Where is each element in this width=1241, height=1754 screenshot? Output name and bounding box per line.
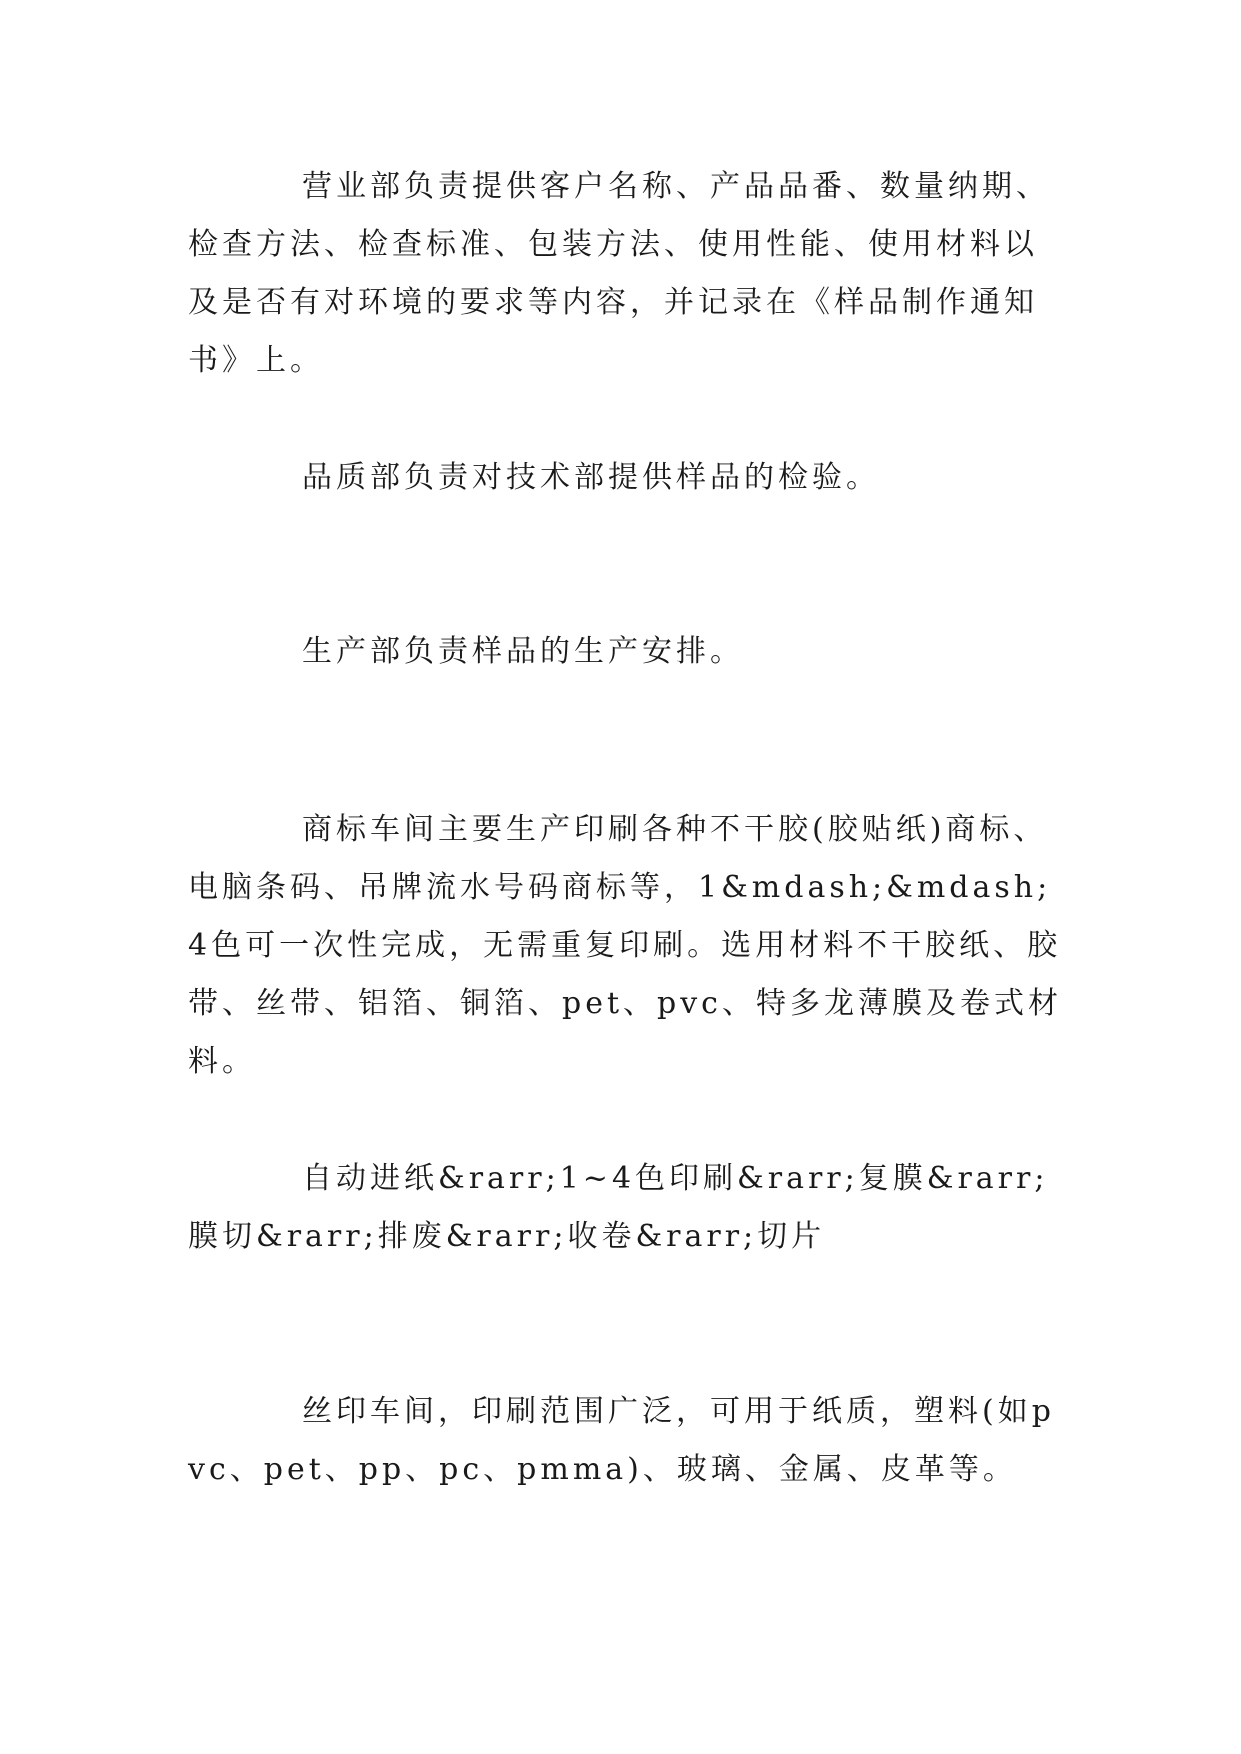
paragraph-quality-dept: 品质部负责对技术部提供样品的检验。: [302, 460, 880, 495]
paragraph-process-flow: 自动进纸&rarr;1~4色印刷&rarr;复膜&rarr;膜切&rarr;排废&rarr;收卷&rarr;切片: [188, 1161, 1049, 1254]
paragraph-screen-printing-workshop: 丝印车间，印刷范围广泛，可用于纸质，塑料(如pvc、pet、pp、pc、pmma)、玻璃、金属、皮革等。: [188, 1394, 1055, 1487]
paragraph-label-workshop: 商标车间主要生产印刷各种不干胶(胶贴纸)商标、电脑条码、吊牌流水号码商标等，1&mdash;&mdash;4色可一次性完成，无需重复印刷。选用材料不干胶纸、胶带、丝带、铝箔、铜箔、pet、pvc、特多龙薄膜及卷式材料。: [188, 812, 1062, 1079]
paragraph-sales-dept: 营业部负责提供客户名称、产品品番、数量纳期、检查方法、检查标准、包装方法、使用性能、使用材料以及是否有对环境的要求等内容，并记录在《样品制作通知书》上。: [188, 169, 1050, 378]
paragraph-production-dept: 生产部负责样品的生产安排。: [302, 634, 744, 669]
